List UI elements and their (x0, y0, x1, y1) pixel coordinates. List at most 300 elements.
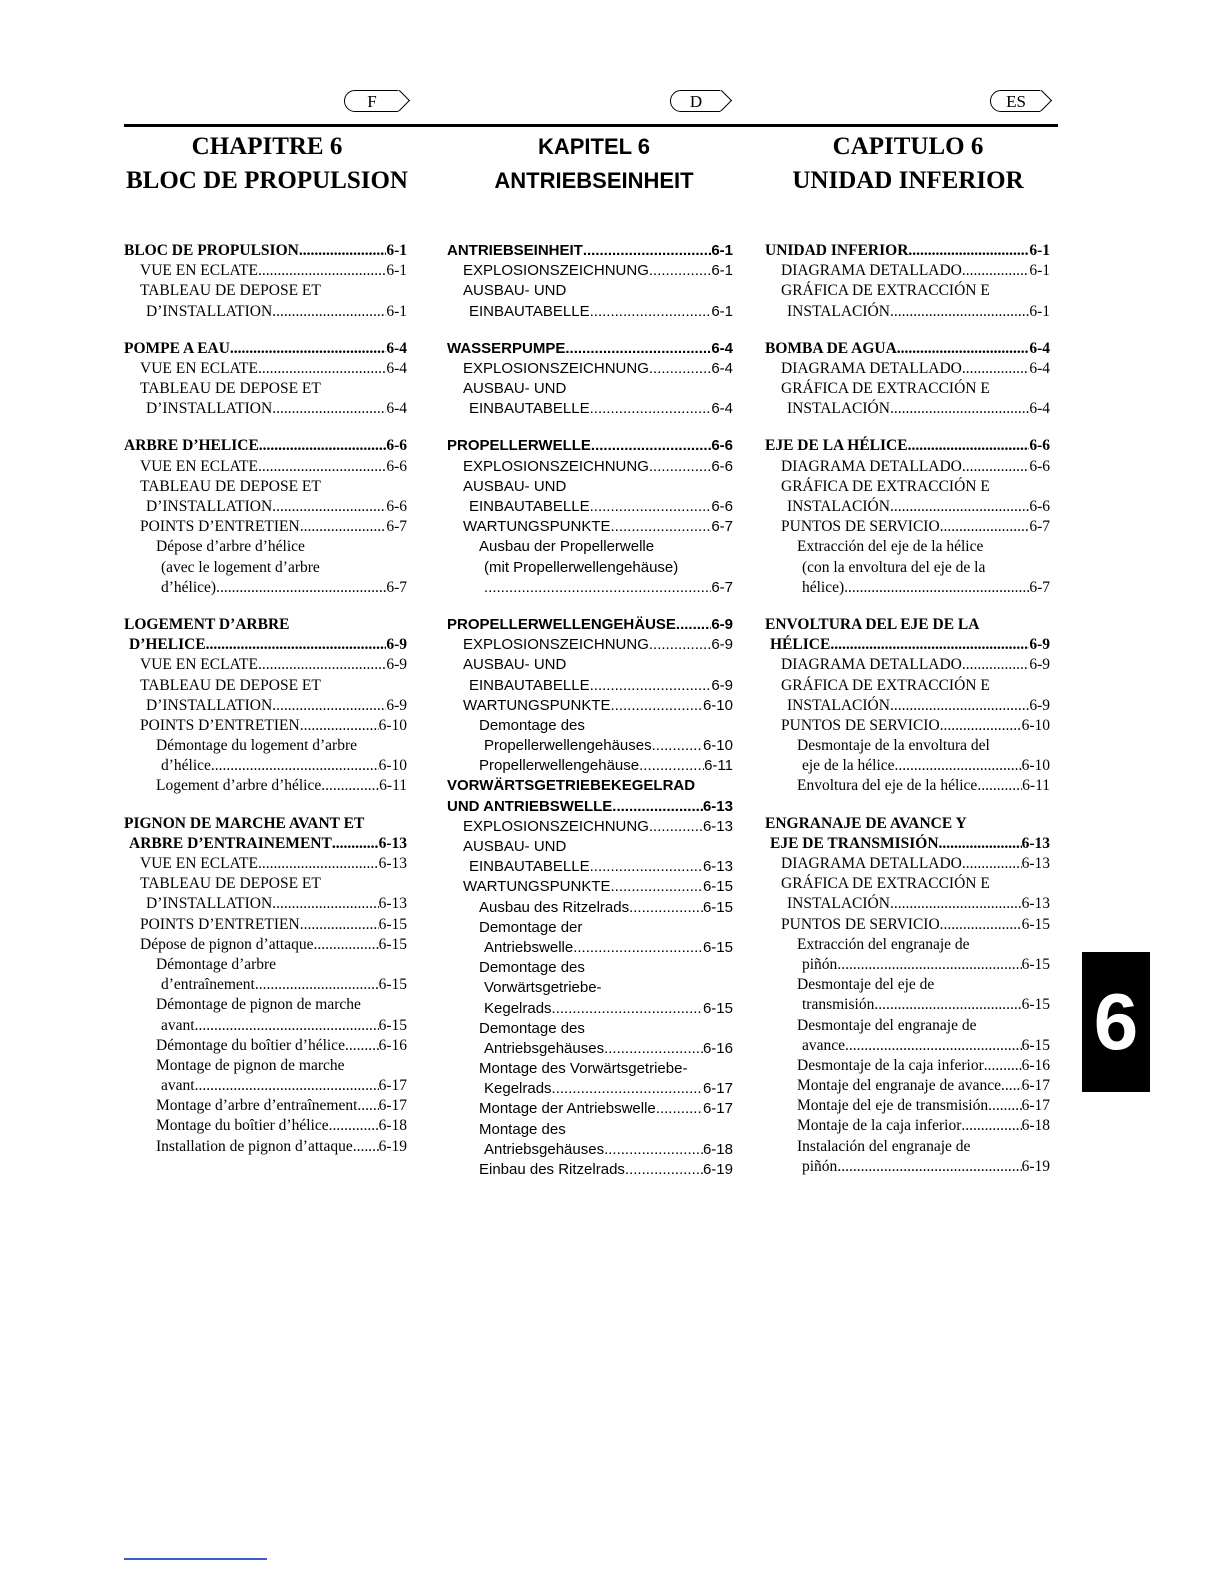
toc-entry-title: Antriebsgehäuses (484, 1140, 605, 1158)
toc-entry (124, 874, 407, 894)
toc-entry (124, 716, 407, 736)
dot-leader (639, 756, 704, 776)
toc-entry-page: 6-10 (1021, 757, 1050, 775)
toc-entry (124, 537, 407, 557)
toc-entry (124, 955, 407, 975)
toc-entry-title: Demontage der (479, 918, 583, 936)
toc-section (765, 241, 1050, 322)
dot-leader (552, 999, 703, 1019)
toc-entry (447, 958, 733, 978)
toc-entry-title: Demontage des (479, 1019, 585, 1037)
dot-leader (649, 261, 711, 281)
toc-entry-title: Ausbau des Ritzelrads (479, 898, 630, 916)
toc-entry-title: Antriebswelle (484, 938, 574, 956)
toc-entry (124, 995, 407, 1015)
dot-leader (590, 399, 712, 419)
toc-entry-page: 6-15 (1021, 1036, 1050, 1054)
toc-entry (765, 302, 1050, 322)
dot-leader (940, 716, 1022, 736)
toc-entry-title: Montage des (479, 1120, 566, 1138)
toc-section (124, 241, 407, 322)
toc-entry (447, 1100, 733, 1120)
dot-leader (573, 938, 703, 958)
toc-entry (765, 399, 1050, 419)
toc-entry (447, 359, 733, 379)
toc-entry-page: 6-19 (378, 1137, 407, 1155)
toc-section (765, 814, 1050, 1177)
toc-entry-title: EXPLOSIONSZEICHNUNG (463, 817, 649, 835)
toc-entry (765, 676, 1050, 696)
toc-entry (765, 696, 1050, 716)
toc-entry (765, 558, 1050, 578)
toc-entry (447, 399, 733, 419)
toc-entry-title: Desmontaje del eje de (797, 976, 935, 994)
toc-entry-page: 6-1 (711, 302, 733, 320)
toc-entry-title: Propellerwellengehäuse (479, 757, 640, 775)
toc-entry-page: 6-15 (702, 938, 733, 956)
toc-entry-title: piñón (802, 1157, 838, 1175)
dot-leader (258, 359, 386, 379)
toc-entry-page: 6-15 (1021, 915, 1050, 933)
toc-entry-title: Démontage du boîtier d’hélice (156, 1036, 345, 1054)
toc-entry-title: Dépose d’arbre d’hélice (156, 538, 305, 556)
toc-entry (765, 814, 1050, 834)
toc-entry (124, 1036, 407, 1056)
toc-entry-title: D’INSTALLATION (146, 400, 273, 418)
toc-french (124, 241, 407, 1174)
dot-leader (313, 935, 378, 955)
toc-entry (765, 736, 1050, 756)
toc-entry (447, 777, 733, 797)
dot-leader (890, 399, 1029, 419)
toc-entry-title: BOMBA DE AGUA (765, 339, 897, 357)
toc-entry-page: 6-6 (386, 437, 407, 455)
toc-entry (765, 635, 1050, 655)
toc-section (447, 339, 733, 420)
dot-leader (258, 854, 379, 874)
dot-leader (299, 241, 386, 261)
dot-leader (612, 797, 703, 817)
dot-leader (939, 834, 1022, 854)
dot-leader (962, 854, 1022, 874)
toc-entry-page: 6-11 (379, 777, 407, 795)
dot-leader (837, 955, 1021, 975)
toc-entry-title: D’INSTALLATION (146, 895, 273, 913)
toc-entry-page: 6-7 (711, 518, 733, 536)
toc-entry-title: Montage de pignon de marche (156, 1056, 345, 1074)
toc-entry-page: 6-15 (378, 1016, 407, 1034)
toc-entry-title: PROPELLERWELLENGEHÄUSE (447, 615, 676, 633)
dot-leader (611, 696, 703, 716)
toc-entry-title: avant (161, 1016, 195, 1034)
toc-entry-title: ARBRE D’HELICE (124, 437, 259, 455)
toc-entry-title: VUE EN ECLATE (140, 359, 258, 377)
toc-entry (447, 379, 733, 399)
toc-entry-page: 6-11 (1022, 777, 1050, 795)
toc-entry-title: Einbau des Ritzelrads (479, 1161, 625, 1179)
toc-entry-title: Desmontaje de la caja inferior (797, 1056, 984, 1074)
toc-entry (124, 915, 407, 935)
toc-entry (447, 241, 733, 261)
dot-leader (565, 339, 711, 359)
toc-entry-page: 6-1 (386, 241, 407, 259)
toc-entry-title: eje de la hélice (802, 757, 895, 775)
toc-entry (765, 437, 1050, 457)
toc-section (447, 615, 733, 1180)
toc-entry-title: Kegelrads (484, 999, 552, 1017)
toc-entry-title: PROPELLERWELLE (447, 437, 591, 455)
toc-entry-title: Desmontaje de la envoltura del (797, 737, 990, 755)
dot-leader (345, 1036, 379, 1056)
toc-entry-title: Montage d’arbre d’entraînement (156, 1097, 358, 1115)
dot-leader (258, 457, 386, 477)
dot-leader (590, 302, 712, 322)
toc-entry-title: GRÁFICA DE EXTRACCIÓN E (781, 875, 990, 893)
dot-leader (940, 915, 1022, 935)
toc-entry-page: 6-6 (386, 457, 407, 475)
toc-entry-title: TABLEAU DE DEPOSE ET (140, 875, 321, 893)
toc-entry (765, 716, 1050, 736)
toc-entry-title: AUSBAU- UND (463, 477, 567, 495)
toc-entry-title: d’entraînement (161, 976, 255, 994)
toc-entry-page: 6-6 (1029, 437, 1050, 455)
toc-entry (124, 655, 407, 675)
chapter-number: CHAPITRE 6 (191, 133, 343, 160)
chapter-title-german (444, 130, 744, 198)
toc-entry-title: TABLEAU DE DEPOSE ET (140, 282, 321, 300)
toc-entry-title: D’INSTALLATION (146, 696, 273, 714)
toc-entry (124, 359, 407, 379)
toc-entry (447, 938, 733, 958)
dot-leader (195, 1076, 379, 1096)
toc-entry (124, 281, 407, 301)
toc-entry-page: 6-1 (711, 241, 733, 259)
toc-entry-page: 6-6 (386, 498, 407, 516)
toc-entry-page: 6-11 (704, 757, 733, 775)
toc-entry (124, 834, 407, 854)
toc-entry-title: DIAGRAMA DETALLADO (781, 359, 962, 377)
toc-entry-title: EXPLOSIONSZEICHNUNG (463, 262, 649, 280)
dot-leader (1001, 1076, 1022, 1096)
toc-entry (765, 578, 1050, 598)
dot-leader (332, 834, 379, 854)
toc-entry (447, 676, 733, 696)
toc-entry-title: INSTALACIÓN (787, 498, 890, 516)
toc-entry (765, 854, 1050, 874)
toc-entry (447, 857, 733, 877)
toc-entry-page: 6-4 (1029, 339, 1050, 357)
toc-entry-title: EINBAUTABELLE (469, 498, 590, 516)
toc-entry-title: d’hélice) (161, 578, 217, 596)
toc-entry (124, 814, 407, 834)
footer-rule (124, 1558, 267, 1560)
toc-entry (765, 281, 1050, 301)
dot-leader (611, 877, 703, 897)
toc-entry-page: 6-19 (702, 1161, 733, 1179)
dot-leader (962, 655, 1029, 675)
toc-entry-title: Vorwärtsgetriebe- (484, 979, 602, 997)
dot-leader (962, 457, 1029, 477)
dot-leader (962, 261, 1029, 281)
dot-leader (984, 1056, 1022, 1076)
toc-entry-page: 6-15 (378, 935, 407, 953)
toc-entry-page: 6-15 (378, 976, 407, 994)
toc-entry (765, 359, 1050, 379)
toc-entry-title: VUE EN ECLATE (140, 855, 258, 873)
toc-entry-page: 6-13 (702, 797, 733, 815)
toc-entry-page: 6-17 (1021, 1077, 1050, 1095)
toc-entry-page: 6-9 (386, 636, 407, 654)
toc-entry-title: WARTUNGSPUNKTE (463, 696, 611, 714)
toc-entry (124, 894, 407, 914)
toc-entry-title: Montaje del engranaje de avance (797, 1077, 1001, 1095)
dot-leader (590, 676, 712, 696)
toc-entry (765, 1036, 1050, 1056)
toc-entry-page: 6-17 (702, 1080, 733, 1098)
toc-entry-title: UNIDAD INFERIOR (765, 241, 909, 259)
toc-entry-title: PUNTOS DE SERVICIO (781, 915, 940, 933)
toc-entry-title: d’hélice (161, 757, 211, 775)
toc-entry-title: DIAGRAMA DETALLADO (781, 262, 962, 280)
chapter-title-spanish (758, 130, 1058, 198)
toc-entry (447, 918, 733, 938)
chapter-name: BLOC DE PROPULSION (126, 167, 408, 194)
toc-entry (447, 797, 733, 817)
toc-section (765, 339, 1050, 420)
dot-leader (844, 578, 1029, 598)
dot-leader (652, 736, 703, 756)
toc-entry (447, 1059, 733, 1079)
toc-entry-title: GRÁFICA DE EXTRACCIÓN E (781, 477, 990, 495)
toc-entry-title: ARBRE D’ENTRAINEMENT (129, 834, 332, 852)
toc-entry (765, 874, 1050, 894)
dot-leader (300, 517, 387, 537)
toc-entry-title: D’HELICE (129, 636, 206, 654)
toc-entry (447, 877, 733, 897)
toc-entry-title: EXPLOSIONSZEICHNUNG (463, 636, 649, 654)
toc-entry (447, 281, 733, 301)
toc-entry (765, 834, 1050, 854)
dot-leader (329, 1116, 379, 1136)
toc-entry-title: PIGNON DE MARCHE AVANT ET (124, 814, 365, 832)
dot-leader (977, 776, 1022, 796)
toc-entry (765, 777, 1050, 797)
dot-leader (195, 1016, 379, 1036)
toc-entry (447, 716, 733, 736)
toc-entry-page: 6-9 (1029, 656, 1050, 674)
toc-entry (765, 1117, 1050, 1137)
toc-entry-page: 6-17 (378, 1097, 407, 1115)
toc-entry-title: HÉLICE (770, 636, 831, 654)
toc-entry-page: 6-10 (378, 716, 407, 734)
toc-entry-page: 6-17 (378, 1077, 407, 1095)
toc-entry-page: 6-10 (378, 757, 407, 775)
toc-entry-title: VUE EN ECLATE (140, 262, 258, 280)
toc-entry (447, 457, 733, 477)
toc-entry-title: GRÁFICA DE EXTRACCIÓN E (781, 282, 990, 300)
toc-entry-title: Extracción del engranaje de (797, 935, 970, 953)
toc-entry-title: Démontage du logement d’arbre (156, 737, 357, 755)
toc-entry (447, 615, 733, 635)
toc-entry (765, 1076, 1050, 1096)
toc-entry-title: Demontage des (479, 716, 585, 734)
toc-entry-title: ANTRIEBSEINHEIT (447, 241, 583, 259)
toc-entry (447, 517, 733, 537)
toc-entry (765, 655, 1050, 675)
toc-entry-title: WARTUNGSPUNKTE (463, 518, 611, 536)
dot-leader (988, 1096, 1021, 1116)
toc-entry (124, 477, 407, 497)
chapter-tab-number: 6 (1093, 977, 1139, 1066)
header-rule (124, 124, 1058, 127)
toc-entry (124, 975, 407, 995)
toc-entry (124, 261, 407, 281)
toc-entry-title: INSTALACIÓN (787, 696, 890, 714)
toc-entry-title: EJE DE TRANSMISIÓN (770, 834, 939, 852)
toc-entry (765, 1157, 1050, 1177)
dot-leader (890, 894, 1022, 914)
toc-entry-page: 6-1 (1029, 262, 1050, 280)
toc-entry (765, 975, 1050, 995)
toc-entry-title: PUNTOS DE SERVICIO (781, 518, 940, 536)
toc-entry-page: 6-6 (1029, 457, 1050, 475)
dot-leader (583, 241, 711, 261)
toc-section (765, 615, 1050, 797)
dot-leader (625, 1160, 703, 1180)
toc-german (447, 241, 733, 1197)
toc-entry (765, 995, 1050, 1015)
toc-spanish (765, 241, 1050, 1194)
toc-entry-title: WASSERPUMPE (447, 339, 566, 357)
toc-entry-title: EINBAUTABELLE (469, 400, 590, 418)
toc-entry (447, 578, 733, 598)
toc-entry (765, 1016, 1050, 1036)
toc-entry-title: Montaje del eje de transmisión (797, 1097, 989, 1115)
toc-entry-page: 6-15 (702, 898, 733, 916)
toc-entry-title: piñón (802, 955, 838, 973)
toc-entry (447, 339, 733, 359)
toc-entry-page: 6-10 (702, 737, 733, 755)
dot-leader (211, 756, 379, 776)
toc-entry (765, 615, 1050, 635)
toc-entry (447, 736, 733, 756)
toc-section (765, 437, 1050, 599)
toc-entry-title: (avec le logement d’arbre (161, 558, 320, 576)
toc-entry-title: Installation de pignon d’attaque (156, 1137, 353, 1155)
toc-entry (447, 1079, 733, 1099)
toc-entry-title: AUSBAU- UND (463, 656, 567, 674)
toc-entry-page: 6-9 (386, 696, 407, 714)
dot-leader (649, 817, 703, 837)
dot-leader (656, 1099, 703, 1119)
toc-entry-page: 6-18 (702, 1140, 733, 1158)
dot-leader (206, 635, 387, 655)
toc-entry-page: 6-17 (702, 1100, 733, 1118)
toc-entry (124, 497, 407, 517)
toc-entry (447, 1120, 733, 1140)
chapter-name: UNIDAD INFERIOR (792, 167, 1024, 194)
toc-entry-page: 6-6 (1029, 498, 1050, 516)
toc-entry-title: Dépose de pignon d’attaque (140, 935, 314, 953)
dot-leader (272, 302, 386, 322)
toc-entry (124, 854, 407, 874)
toc-entry-page: 6-4 (1029, 359, 1050, 377)
toc-entry (124, 935, 407, 955)
toc-entry (124, 457, 407, 477)
chapter-number: KAPITEL 6 (537, 134, 651, 159)
dot-leader (321, 776, 379, 796)
toc-section (124, 437, 407, 599)
toc-entry-title: Montage des Vorwärtsgetriebe- (479, 1060, 688, 1078)
toc-entry (447, 437, 733, 457)
toc-entry (447, 558, 733, 578)
toc-entry (124, 1076, 407, 1096)
dot-leader (895, 756, 1022, 776)
toc-entry-title: Antriebsgehäuses (484, 1039, 605, 1057)
toc-entry-page: 6-16 (702, 1039, 733, 1057)
toc-entry-page: 6-16 (1021, 1056, 1050, 1074)
toc-entry (765, 497, 1050, 517)
dot-leader (552, 1079, 703, 1099)
dot-leader (649, 635, 711, 655)
chapter-title-french (112, 130, 422, 198)
toc-entry-title: WARTUNGSPUNKTE (463, 878, 611, 896)
toc-entry-page: 6-17 (1021, 1097, 1050, 1115)
toc-entry-page: 6-13 (1021, 855, 1050, 873)
toc-entry-page: 6-1 (386, 262, 407, 280)
dot-leader (874, 995, 1021, 1015)
toc-entry (447, 655, 733, 675)
chapter-number: CAPITULO 6 (832, 133, 984, 160)
toc-entry-title: BLOC DE PROPULSION (124, 241, 299, 259)
dot-leader (961, 1116, 1021, 1136)
toc-entry-title: INSTALACIÓN (787, 895, 890, 913)
toc-entry (447, 696, 733, 716)
toc-entry-page: 6-10 (702, 696, 733, 714)
toc-entry-title: TABLEAU DE DEPOSE ET (140, 676, 321, 694)
dot-leader (272, 894, 378, 914)
dot-leader (676, 615, 711, 635)
dot-leader (300, 716, 379, 736)
toc-entry-page: 6-1 (386, 302, 407, 320)
dot-leader (604, 1140, 703, 1160)
toc-entry (765, 955, 1050, 975)
toc-entry-page: 6-19 (1021, 1157, 1050, 1175)
toc-entry-page: 6-7 (1029, 518, 1050, 536)
toc-entry-page: 6-9 (1029, 696, 1050, 714)
toc-entry-title: GRÁFICA DE EXTRACCIÓN E (781, 676, 990, 694)
toc-entry-page: 6-4 (386, 400, 407, 418)
toc-entry (124, 1056, 407, 1076)
toc-entry (765, 457, 1050, 477)
toc-entry (765, 379, 1050, 399)
dot-leader (604, 1039, 703, 1059)
toc-section (124, 339, 407, 420)
toc-entry (765, 1056, 1050, 1076)
dot-leader (590, 857, 703, 877)
toc-entry-title: transmisión (802, 996, 875, 1014)
toc-entry-page: 6-16 (378, 1036, 407, 1054)
toc-entry-title: EINBAUTABELLE (469, 858, 590, 876)
toc-entry-page: 6-7 (386, 578, 407, 596)
toc-entry (124, 558, 407, 578)
toc-entry-title: Kegelrads (484, 1080, 552, 1098)
toc-entry-page: 6-7 (1029, 578, 1050, 596)
dot-leader (300, 915, 379, 935)
toc-entry (124, 1137, 407, 1157)
toc-entry-title: Logement d’arbre d’hélice (156, 777, 322, 795)
toc-entry-title: Démontage de pignon de marche (156, 996, 361, 1014)
